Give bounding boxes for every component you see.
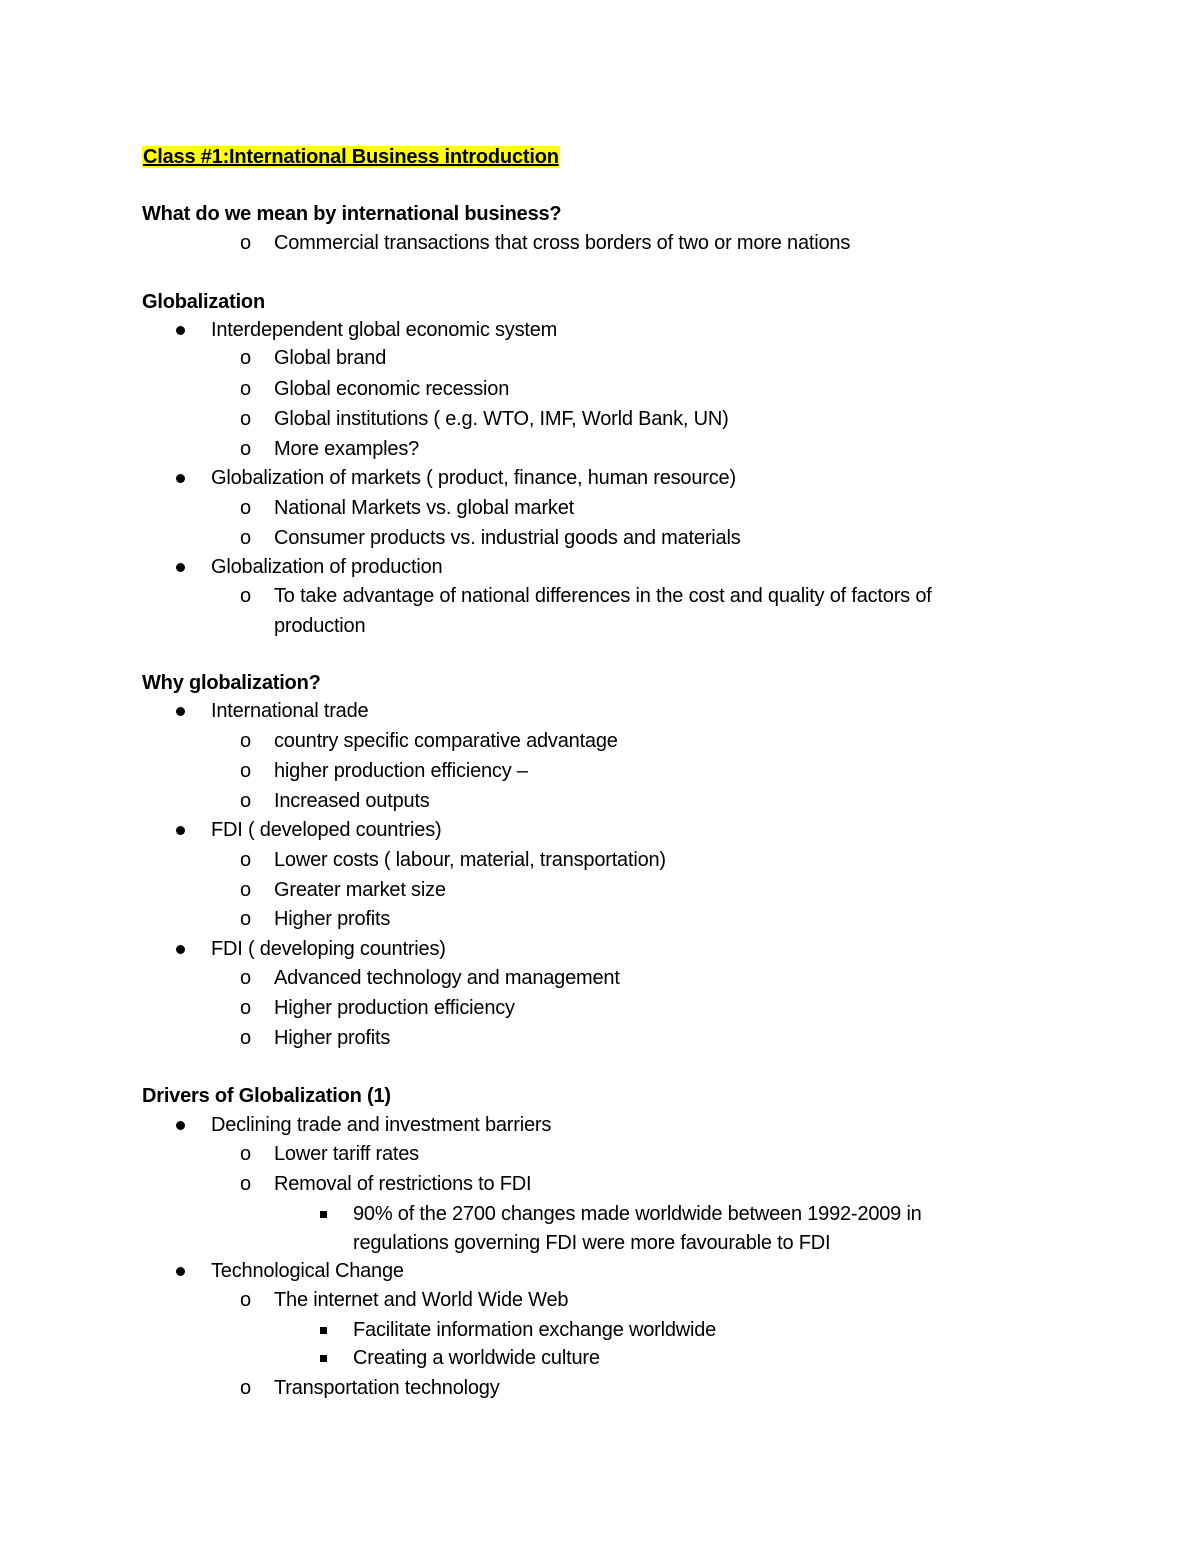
list-item: Global brand bbox=[274, 347, 387, 369]
list-item: Creating a worldwide culture bbox=[353, 1347, 600, 1369]
list-item: More examples? bbox=[274, 438, 420, 460]
bullet-circle-icon: o bbox=[240, 378, 252, 400]
list-item: Increased outputs bbox=[274, 790, 430, 812]
bullet-square-icon bbox=[320, 1355, 327, 1362]
bullet-circle-icon: o bbox=[240, 760, 252, 782]
list-item: The internet and World Wide Web bbox=[274, 1289, 569, 1311]
bullet-circle-icon: o bbox=[240, 1377, 252, 1399]
bullet-square-icon bbox=[320, 1211, 327, 1218]
bullet-square-icon bbox=[320, 1327, 327, 1334]
list-item: country specific comparative advantage bbox=[274, 730, 618, 752]
list-item: Technological Change bbox=[211, 1260, 404, 1282]
list-item: Globalization of markets ( product, finance, human resource) bbox=[211, 467, 736, 489]
list-item: FDI ( developing countries) bbox=[211, 938, 446, 960]
bullet-circle-icon: o bbox=[240, 497, 252, 519]
bullet-disc-icon bbox=[176, 563, 185, 572]
bullet-circle-icon: o bbox=[240, 347, 252, 369]
bullet-circle-icon: o bbox=[240, 790, 252, 812]
bullet-disc-icon bbox=[176, 707, 185, 716]
document-title-text: Class #1:International Business introduction bbox=[143, 146, 559, 168]
bullet-disc-icon bbox=[176, 945, 185, 954]
bullet-circle-icon: o bbox=[240, 997, 252, 1019]
list-item: Declining trade and investment barriers bbox=[211, 1114, 552, 1136]
list-item: Removal of restrictions to FDI bbox=[274, 1173, 532, 1195]
list-item: Transportation technology bbox=[274, 1377, 500, 1399]
bullet-circle-icon: o bbox=[240, 1027, 252, 1049]
list-item: FDI ( developed countries) bbox=[211, 819, 442, 841]
list-item: Facilitate information exchange worldwide bbox=[353, 1319, 717, 1341]
list-item: Advanced technology and management bbox=[274, 967, 620, 989]
list-item: 90% of the 2700 changes made worldwide between 1992-2009 in bbox=[353, 1203, 922, 1225]
bullet-circle-icon: o bbox=[240, 232, 252, 254]
section-heading: Why globalization? bbox=[142, 672, 321, 694]
bullet-circle-icon: o bbox=[240, 527, 252, 549]
list-item: Global economic recession bbox=[274, 378, 510, 400]
list-item: Higher profits bbox=[274, 908, 391, 930]
list-item: National Markets vs. global market bbox=[274, 497, 574, 519]
list-item: Lower costs ( labour, material, transportation) bbox=[274, 849, 666, 871]
section-heading: Globalization bbox=[142, 291, 265, 313]
section-heading: What do we mean by international business? bbox=[142, 203, 562, 225]
bullet-disc-icon bbox=[176, 826, 185, 835]
bullet-circle-icon: o bbox=[240, 1173, 252, 1195]
list-item: Interdependent global economic system bbox=[211, 319, 558, 341]
list-item: Global institutions ( e.g. WTO, IMF, World Bank, UN) bbox=[274, 408, 729, 430]
bullet-circle-icon: o bbox=[240, 438, 252, 460]
list-item: To take advantage of national differences in the cost and quality of factors of bbox=[274, 585, 932, 607]
bullet-disc-icon bbox=[176, 1121, 185, 1130]
bullet-circle-icon: o bbox=[240, 730, 252, 752]
bullet-circle-icon: o bbox=[240, 879, 252, 901]
list-item: Greater market size bbox=[274, 879, 446, 901]
bullet-circle-icon: o bbox=[240, 1289, 252, 1311]
bullet-circle-icon: o bbox=[240, 908, 252, 930]
list-item: Commercial transactions that cross borders of two or more nations bbox=[274, 232, 851, 254]
list-item: Globalization of production bbox=[211, 556, 443, 578]
bullet-circle-icon: o bbox=[240, 408, 252, 430]
list-item: Higher profits bbox=[274, 1027, 391, 1049]
bullet-circle-icon: o bbox=[240, 849, 252, 871]
list-item: Lower tariff rates bbox=[274, 1143, 419, 1165]
list-item: International trade bbox=[211, 700, 369, 722]
list-item: Consumer products vs. industrial goods and materials bbox=[274, 527, 741, 549]
bullet-disc-icon bbox=[176, 1267, 185, 1276]
document-title bbox=[142, 145, 560, 169]
list-item: Higher production efficiency bbox=[274, 997, 515, 1019]
list-item: higher production efficiency – bbox=[274, 760, 528, 782]
section-heading: Drivers of Globalization (1) bbox=[142, 1085, 391, 1107]
bullet-disc-icon bbox=[176, 326, 185, 335]
bullet-circle-icon: o bbox=[240, 967, 252, 989]
bullet-circle-icon: o bbox=[240, 585, 252, 607]
bullet-circle-icon: o bbox=[240, 1143, 252, 1165]
list-item: production bbox=[274, 615, 366, 637]
bullet-disc-icon bbox=[176, 474, 185, 483]
list-item: regulations governing FDI were more favourable to FDI bbox=[353, 1232, 831, 1254]
